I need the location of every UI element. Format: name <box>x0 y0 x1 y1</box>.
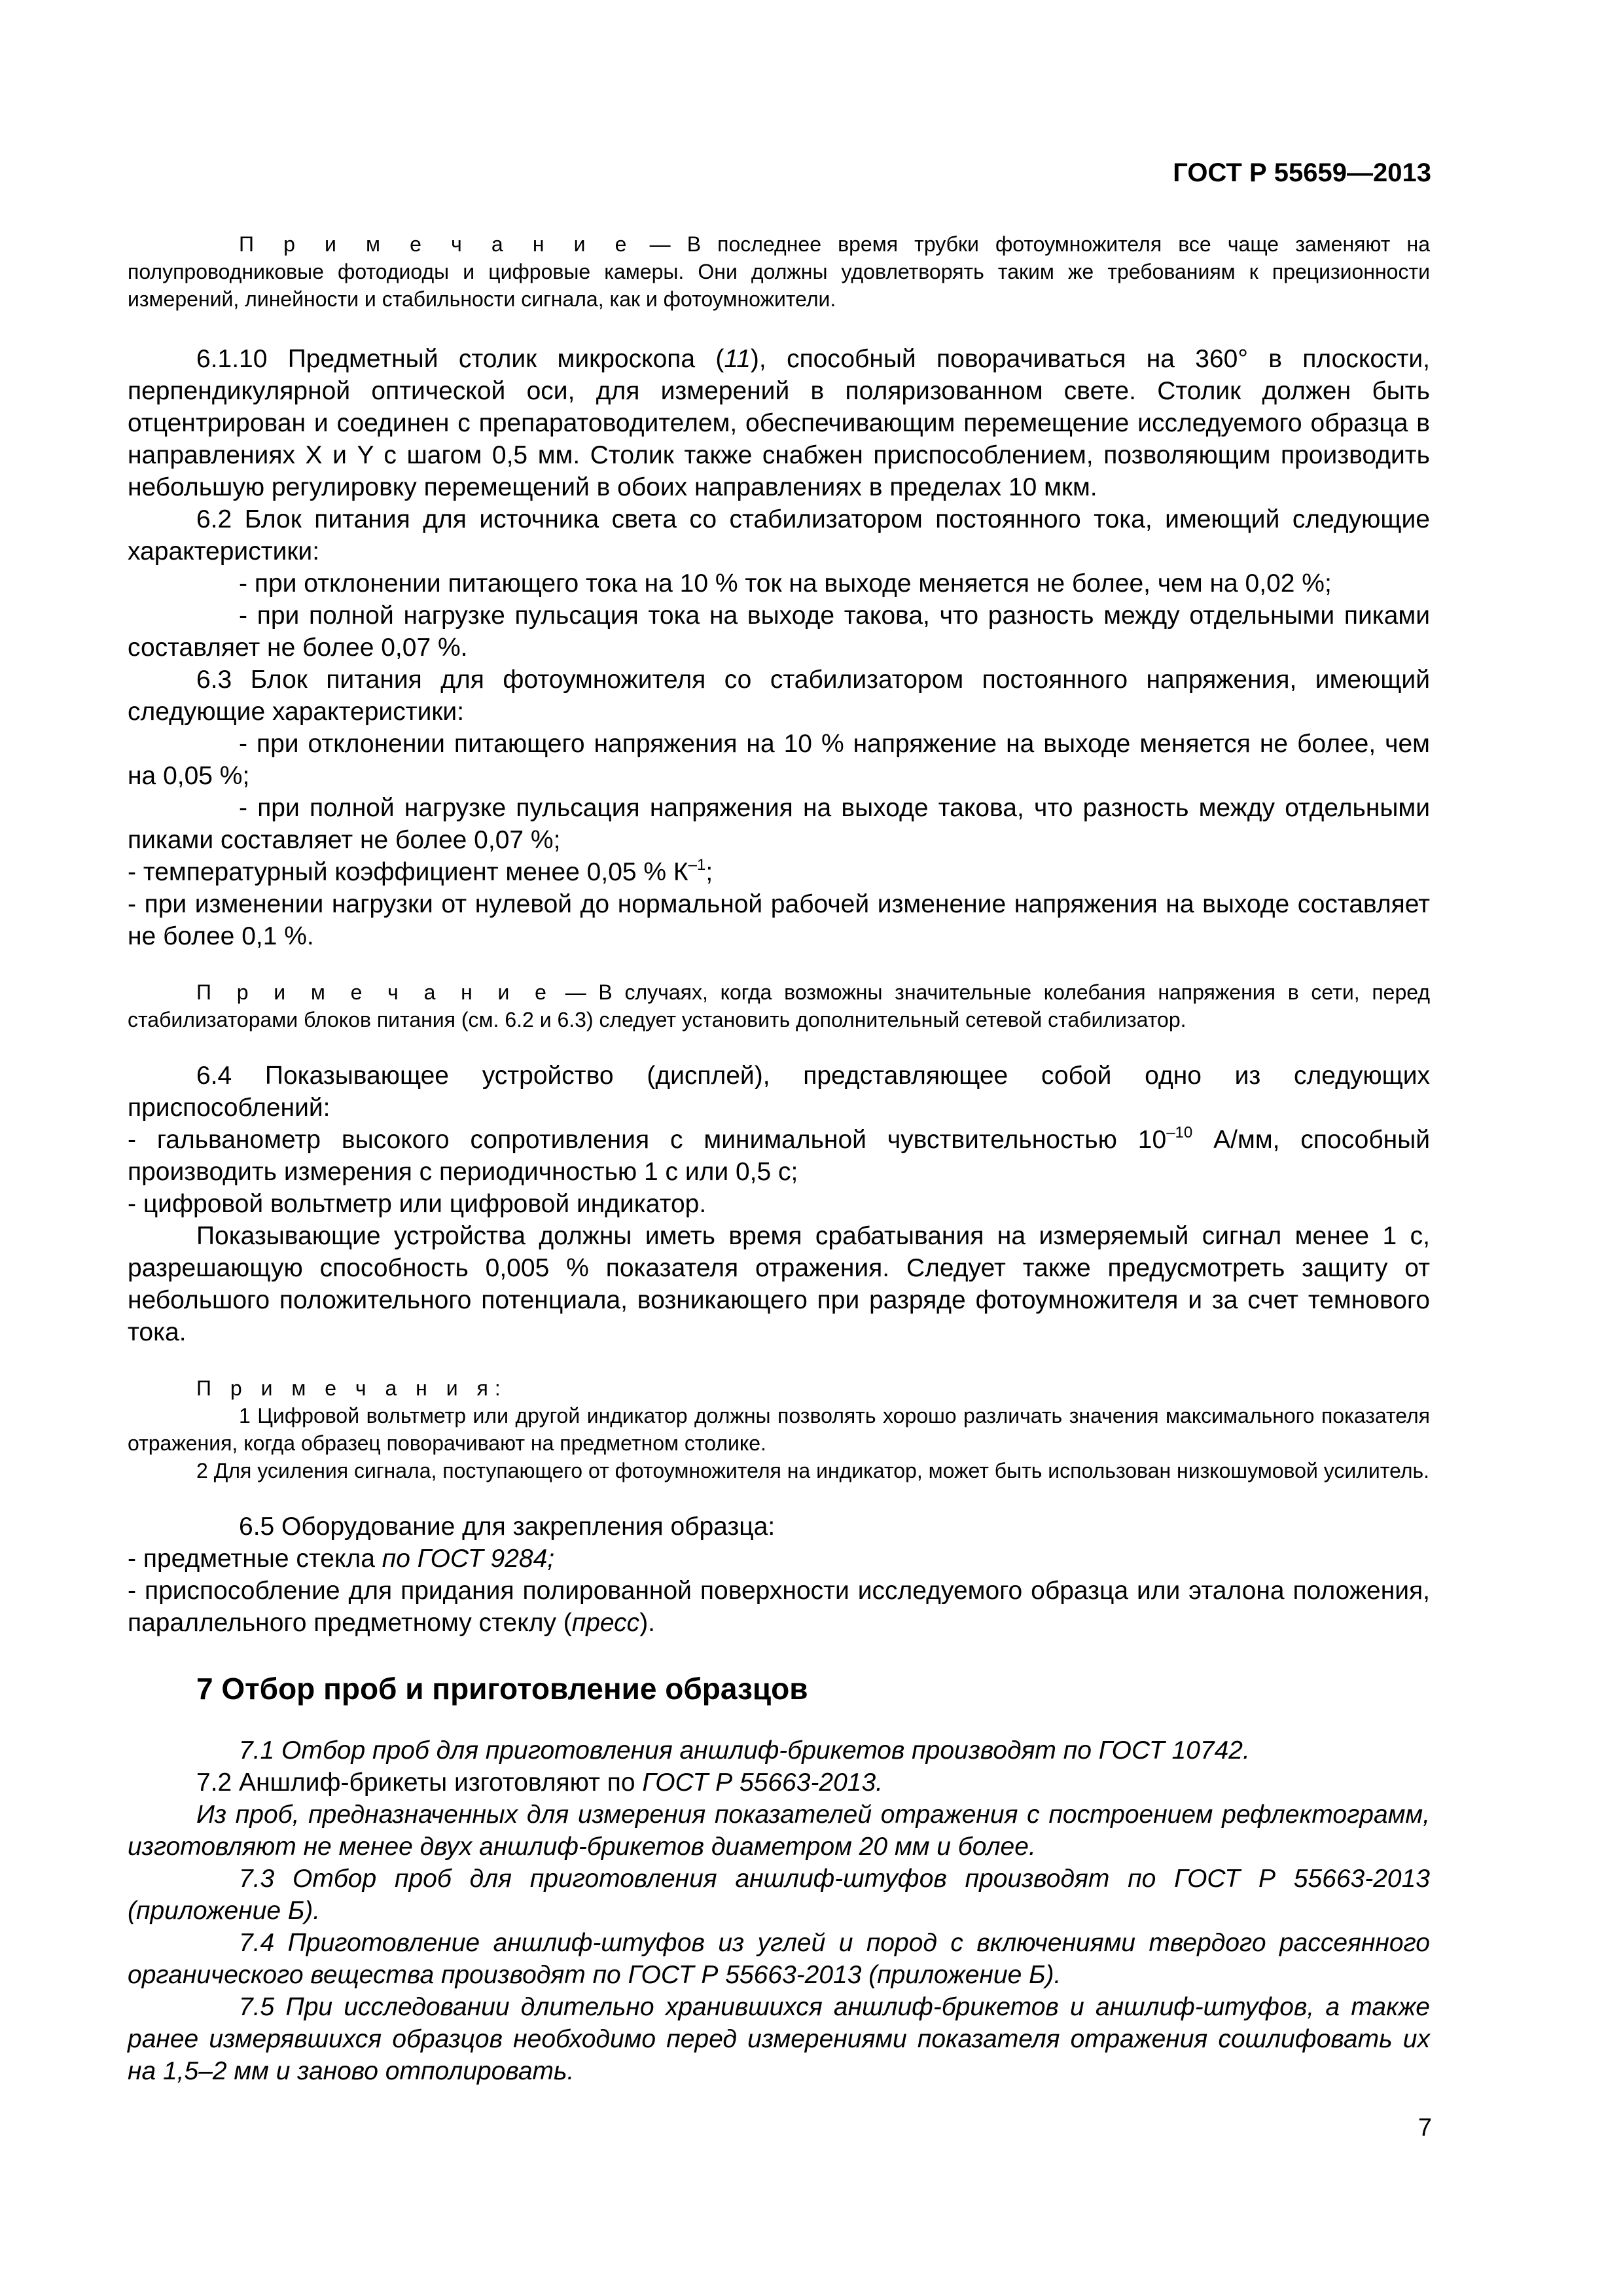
list-item-text: - предметные стекла <box>128 1545 382 1573</box>
standard-ref: ГОСТ Р 55663-2013. <box>642 1768 883 1797</box>
list-item: - при полной нагрузке пульсация напряжения на выходе такова, что разность между отдельными пиками составляет не более 0,07 %; <box>128 794 1430 854</box>
clause-7-2-body: Из проб, предназначенных для измерения показателей отражения с построением рефлектограмм, изготовляют не менее двух аншлиф-брикетов диаметром 20 мм и более. <box>128 1801 1430 1861</box>
clause-6-4: 6.4 Показывающее устройство (дисплей), представляющее собой одно из следующих приспособлений: <box>128 1062 1430 1122</box>
clause-text: 7.2 Аншлиф-брикеты изготовляют по <box>196 1768 643 1797</box>
clause-7-4: 7.4 Приготовление аншлиф-штуфов из углей и пород с включениями твердого рассеянного органического вещества производят по ГОСТ Р 55663-2013 (приложение Б). <box>128 1929 1430 1989</box>
document-code-header: ГОСТ Р 55659—2013 <box>1173 158 1431 187</box>
page-content <box>128 230 1430 2087</box>
note-item-1: 1 Цифровой вольтметр или другой индикатор должны позволять хорошо различать значения максимального показателя отражения, когда образец поворачивают на предметном столике. <box>128 1404 1430 1455</box>
clause-6-4-body: Показывающие устройства должны иметь время срабатывания на измеряемый сигнал менее 1 с, разрешающую способность 0,005 % показателя отражения. Следует также предусмотреть защиту от небольшого положительного потенциала, возникающего при разряде фотоумножителя и за счет темнового тока. <box>128 1222 1430 1346</box>
list-item-text: - гальванометр высокого сопротивления с минимальной чувствительностью 10 <box>128 1126 1167 1154</box>
italic-term: пресс <box>571 1609 640 1637</box>
superscript: –1 <box>688 856 706 874</box>
list-item-text: - приспособление для придания полированной поверхности исследуемого образца или эталона положения, параллельного предметному стеклу ( <box>128 1577 1430 1637</box>
clause-6-1-10 <box>128 343 1430 503</box>
note-text: — В случаях, когда возможны значительные колебания напряжения в сети, перед стабилизаторами блоков питания (см. 6.2 и 6.3) следует установить дополнительный сетевой стабилизатор. <box>128 980 1431 1031</box>
note-item-2: 2 Для усиления сигнала, поступающего от фотоумножителя на индикатор, может быть использован низкошумовой усилитель. <box>196 1459 1430 1482</box>
note-label: П р и м е ч а н и е <box>196 980 553 1004</box>
note-label: П р и м е ч а н и е <box>239 232 633 256</box>
page-number: 7 <box>1418 2114 1432 2142</box>
clause-7-1: 7.1 Отбор проб для приготовления аншлиф-брикетов производят по ГОСТ 10742. <box>239 1736 1250 1765</box>
notes-label <box>128 1374 1430 1402</box>
clause-6-3: 6.3 Блок питания для фотоумножителя со стабилизатором постоянного напряжения, имеющий следующие характеристики: <box>128 666 1430 726</box>
list-item-text: ; <box>705 858 713 886</box>
clause-7-3: 7.3 Отбор проб для приготовления аншлиф-штуфов производят по ГОСТ Р 55663-2013 (приложение Б). <box>128 1865 1430 1925</box>
note-paragraph <box>128 230 1430 313</box>
list-item: - при полной нагрузке пульсация тока на выходе такова, что разность между отдельными пиками составляет не более 0,07 %. <box>128 601 1430 662</box>
list-item-text: А/мм, способный производить измерения с периодичностью 1 с или 0,5 с; <box>128 1126 1431 1186</box>
list-item <box>128 856 1430 888</box>
list-item: - при отклонении питающего тока на 10 % ток на выходе меняется не более, чем на 0,02 %; <box>239 569 1332 598</box>
clause-6-2: 6.2 Блок питания для источника света со стабилизатором постоянного тока, имеющий следующие характеристики: <box>128 505 1430 565</box>
clause-7-5: 7.5 При исследовании длительно хранившихся аншлиф-брикетов и аншлиф-штуфов, а также ранее измерявшихся образцов необходимо перед измерениями показателя отражения сошлифовать их на 1,5–2 мм и заново отполировать. <box>128 1993 1430 2085</box>
list-item <box>128 1575 1430 1639</box>
list-item-text: - температурный коэффициент менее 0,05 % К <box>128 858 688 886</box>
clause-7-2 <box>128 1767 1430 1799</box>
list-item: - цифровой вольтметр или цифровой индикатор. <box>128 1190 707 1218</box>
note-text: — В последнее время трубки фотоумножителя все чаще заменяют на полупроводниковые фотодиоды и цифровые камеры. Они должны удовлетворять таким же требованиям к прецизионности измерений, линейности и стабильности сигнала, как и фотоумножители. <box>128 232 1431 311</box>
list-item <box>128 1543 1430 1575</box>
list-item: - при изменении нагрузки от нулевой до нормальной рабочей изменение напряжения на выходе составляет не более 0,1 %. <box>128 890 1430 950</box>
figure-ref: 11 <box>724 345 751 373</box>
list-item <box>128 1124 1430 1188</box>
superscript: –10 <box>1166 1124 1193 1141</box>
clause-6-5: 6.5 Оборудование для закрепления образца: <box>239 1513 776 1541</box>
list-item-text: ). <box>639 1609 656 1637</box>
list-item: - при отклонении питающего напряжения на 10 % напряжение на выходе меняется не более, чем на 0,05 %; <box>128 730 1430 790</box>
standard-ref: по ГОСТ 9284; <box>382 1545 555 1573</box>
section-7-title: 7 Отбор проб и приготовление образцов <box>196 1672 808 1706</box>
clause-text: 6.1.10 Предметный столик микроскопа ( <box>196 345 724 373</box>
notes-label-text: П р и м е ч а н и я: <box>196 1376 507 1400</box>
clause-text: ), способный поворачиваться на 360° в плоскости, перпендикулярной оптической оси, для измерений в поляризованном свете. Столик должен быть отцентрирован и соединен с препаратоводителем, обеспечивающим перемещение исследуемого образца в направлениях X и Y с шагом 0,5 мм. Столик также снабжен приспособлением, позволяющим производить небольшую регулировку перемещений в обоих направлениях в пределах 10 мкм. <box>128 345 1430 501</box>
note-paragraph <box>128 978 1430 1033</box>
